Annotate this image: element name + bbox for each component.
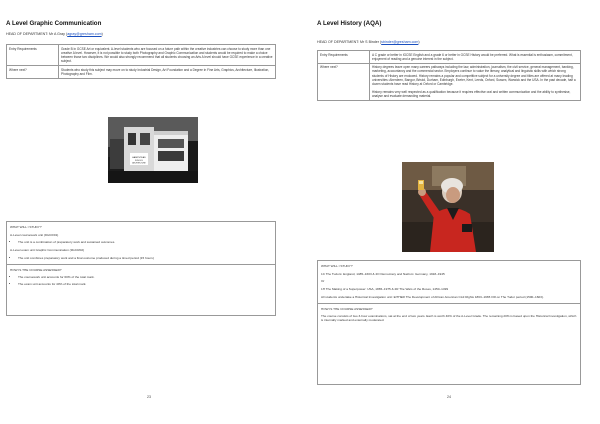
coursework-list bbox=[10, 240, 272, 244]
right-page bbox=[300, 0, 600, 424]
info-table bbox=[317, 50, 581, 101]
table-key: Entry Requirements bbox=[318, 51, 370, 64]
list-item: • The unit combines preparatory work and a final outcome produced during a timed period (15 hours) bbox=[18, 256, 272, 260]
table-key: Where next? bbox=[318, 63, 370, 100]
table-value bbox=[370, 63, 581, 100]
svg-text:HAMPSTEAD: HAMPSTEAD bbox=[132, 157, 146, 159]
assess-text: The course consists of two 3-hour examinations, sat at the end of two years. Each is worth 40% of the A-Level Grade. The remaining 20% is based upon the Historical Investigation, which is internally marked and externally moderated. bbox=[321, 314, 577, 323]
table-paragraph: Grade B in GCSE Art or equivalent. A-level students who are focused on a future path within the creative industries can choose to study more than one creative A level. However, it is not possible to study both Photography and Graphic Communication and students would be required to make a choice between those two disciplines. We would also strongly recommend that all students choosing an Arts A level should have GCSE experience in a creative subject. bbox=[61, 46, 273, 64]
list-item: • The exam unit accounts for 40% of the total mark. bbox=[18, 282, 272, 286]
study-heading: WHAT WILL I STUDY? bbox=[321, 264, 353, 268]
study-line: 1C The Tudors: England, 1485–1603 & 2O Democracy and Nazism: Germany, 1918–1945 bbox=[321, 271, 445, 276]
table-paragraph: History degrees leave open many careers pathways including the law, administration, journalism, the civil service, general management, banking, marketing, accountancy and the commercial sector. Employers continue to value the literary, analytical and linguistic skills with which strong students of History are endowed. History remains a popular and competitive subject for a university degree and titles are offered at many leading universities: Aberdeen, Bangor, Bristol, Durham, Edinburgh, Exeter, Kent, Leeds, Oxford, Sussex, Warwick and the USA. In the past decade, half a dozen students have read History at Oxford or Cambridge. bbox=[372, 65, 576, 87]
hod-email-link[interactable]: agray@gresham.com bbox=[67, 32, 102, 36]
page-title: A Level Graphic Communication bbox=[6, 20, 102, 27]
assess-section bbox=[318, 303, 580, 323]
hod-email-link[interactable]: sbinder@gresham.com bbox=[381, 40, 419, 44]
hod-label: HEAD OF DEPARTMENT: Mr A Gray bbox=[6, 32, 65, 36]
svg-text:ARCHITECTURE: ARCHITECTURE bbox=[132, 162, 146, 165]
page-number: 23 bbox=[147, 395, 151, 399]
study-heading: WHAT WILL I STUDY? bbox=[10, 225, 42, 229]
table-value bbox=[370, 51, 581, 64]
page-number: 24 bbox=[447, 395, 451, 399]
table-value bbox=[59, 66, 276, 79]
assess-section bbox=[7, 264, 275, 287]
table-value bbox=[59, 45, 276, 66]
head-of-department: HEAD OF DEPARTMENT: Mr A Gray (agray@gresham.com) bbox=[6, 32, 103, 36]
study-box bbox=[6, 221, 276, 316]
table-row bbox=[7, 45, 276, 66]
table-paragraph: A C grade or better in IGCSE English and a grade 6 or better in GCSE History would be preferred. What is essential is enthusiasm, commitment, enjoyment of reading and a genuine interest in the subject. bbox=[372, 52, 573, 61]
study-line: Or bbox=[321, 279, 325, 284]
table-row bbox=[318, 51, 581, 64]
assess-heading: HOW IS THE COURSE ASSESSED? bbox=[10, 267, 62, 272]
table-key: Entry Requirements bbox=[7, 45, 59, 66]
head-of-department bbox=[317, 40, 420, 44]
exam-list bbox=[10, 256, 272, 260]
table-row bbox=[7, 66, 276, 79]
list-item: • The coursework unit accounts for 60% of the total mark. bbox=[18, 275, 272, 279]
list-item: • The unit is a combination of preparatory work and sustained outcomes. bbox=[18, 240, 272, 244]
hod-close: ) bbox=[418, 40, 420, 44]
table-key: Where next? bbox=[7, 66, 59, 79]
modernist-building-photo-icon bbox=[108, 117, 198, 183]
lecturer-photo-icon bbox=[402, 162, 494, 252]
study-line: All students undertake a Historical Investigation unit: EITHER The Development of African American Civil Rights 1863–1965 OR on The Tudor period (1500–1603). bbox=[321, 294, 544, 299]
svg-text:SCHOOL: SCHOOL bbox=[135, 160, 143, 162]
info-table bbox=[6, 44, 276, 79]
assess-list bbox=[10, 275, 272, 286]
table-paragraph: History remains very well respected as a qualification because it requires effective oral and written communication and the ability to synthesise, analyse and evaluate demanding material. bbox=[372, 89, 571, 98]
table-row bbox=[318, 63, 581, 100]
exam-label: A-Level exam unit Graphic Communication (9GC0/02) bbox=[10, 248, 85, 253]
hod-label: HEAD OF DEPARTMENT: Mr S Binder ( bbox=[317, 40, 382, 44]
table-paragraph: Students who study this subject may move on to study Industrial Design, Art Foundation and a Degree in Fine Arts, Graphics, Architecture, Illustration, Photography and Film. bbox=[61, 67, 270, 76]
assess-heading: HOW IS THE COURSE ASSESSED? bbox=[321, 306, 373, 311]
page-title: A Level History (AQA) bbox=[317, 20, 382, 27]
study-line: 1H The Making of a Superpower: USA, 1865–1975 & 2R The Wars of the Roses, 1450–1499 bbox=[321, 287, 449, 292]
study-box bbox=[317, 260, 581, 385]
coursework-label: A-Level coursework unit (9GC0/01) bbox=[10, 232, 59, 237]
